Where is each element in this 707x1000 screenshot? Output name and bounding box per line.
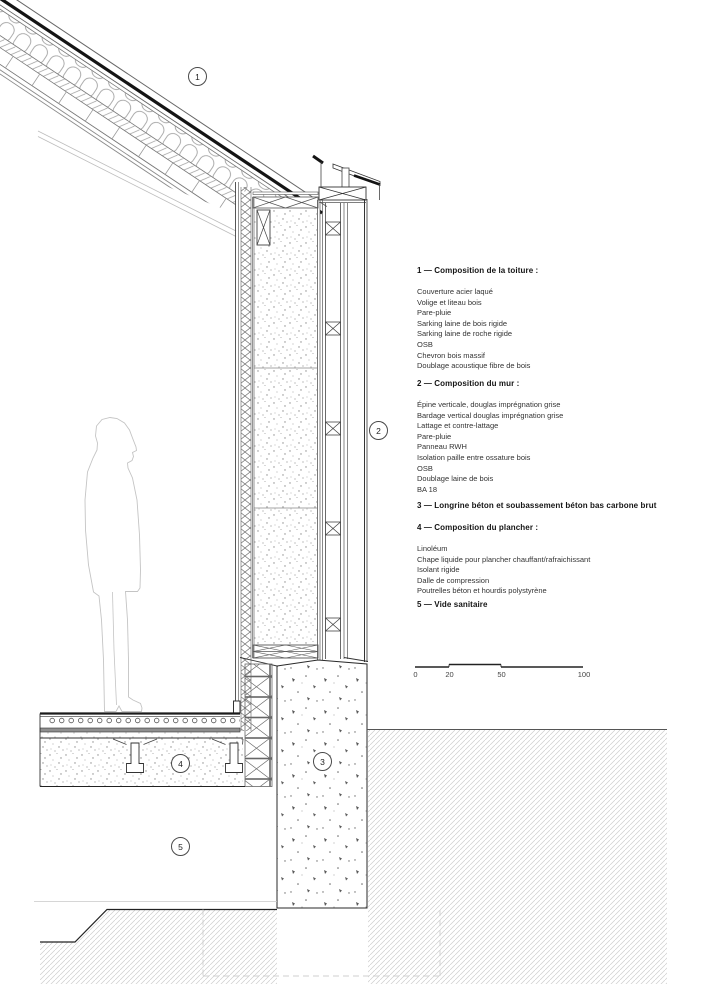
legend-item: Panneau RWH [417, 442, 467, 452]
callout-wall: 2 [369, 421, 388, 440]
rigid-insulation-layer [40, 732, 240, 738]
legend-title-roof: 1 — Composition de la toiture : [417, 266, 539, 275]
legend-section-longrine [417, 501, 702, 510]
legend-item: Lattage et contre-lattage [417, 421, 499, 431]
legend-item: Dalle de compression [417, 575, 490, 585]
legend-section-crawlspace [417, 600, 702, 609]
legend-item: OSB [417, 463, 433, 473]
scale-tick-20: 20 [445, 670, 454, 679]
legend-item: Pare-pluie [417, 308, 452, 318]
heating-pipes [46, 717, 240, 728]
ground-left [40, 910, 277, 985]
legend-item: Épine verticale, douglas imprégnation grise [417, 400, 561, 409]
legend-item: Chape liquide pour plancher chauffant/rafraichissant [417, 554, 591, 564]
callout-longrine: 3 [313, 752, 332, 771]
legend-item: Isolation paille entre ossature bois [417, 452, 531, 462]
legend-title-wall: 2 — Composition du mur : [417, 379, 520, 388]
scale-tick-0: 0 [413, 670, 418, 679]
eave-detail [313, 156, 380, 203]
straw-insulation [254, 210, 317, 645]
legend-item: Pare-pluie [417, 431, 452, 441]
legend-item: Linoléum [417, 544, 448, 553]
legend-item: BA 18 [417, 484, 438, 494]
legend-item: OSB [417, 339, 433, 349]
ground-right [368, 730, 667, 985]
legend-item: Chevron bois massif [417, 350, 485, 360]
legend-item: Couverture acier laqué [417, 287, 493, 296]
person-silhouette [85, 418, 142, 712]
legend-item: Poutrelles béton et hourdis polystyrène [417, 586, 547, 596]
callout-crawlspace: 5 [171, 837, 190, 856]
legend-title-longrine: 3 — Longrine béton et soubassement béton bas carbone brut [417, 501, 657, 510]
wall-assembly [234, 182, 369, 731]
legend-item: Doublage acoustique fibre de bois [417, 361, 531, 371]
legend-items-floor [417, 544, 702, 597]
legend-title-floor: 4 — Composition du plancher : [417, 523, 539, 532]
scale-bar-lines [415, 665, 583, 668]
legend-section-floor [417, 523, 702, 597]
legend-item: Bardage vertical douglas imprégnation grise [417, 410, 564, 420]
legend-section-roof [417, 266, 702, 372]
rigid-insulation-edge [245, 664, 272, 787]
callout-floor: 4 [171, 754, 190, 773]
legend-section-wall [417, 379, 702, 495]
scale-tick-100: 100 [577, 670, 591, 679]
legend-items-roof [417, 287, 702, 372]
scale-tick-50: 50 [497, 670, 506, 679]
screed-layer [40, 728, 240, 732]
skirting [234, 701, 241, 713]
legend-item: Isolant rigide [417, 565, 460, 575]
foundation-concrete [245, 660, 367, 908]
batten-blocks [326, 222, 341, 631]
wood-wool-lining [241, 187, 251, 731]
compression-slab [40, 738, 243, 787]
legend-title-crawlspace: 5 — Vide sanitaire [417, 600, 488, 609]
legend-item: Sarking laine de bois rigide [417, 318, 508, 328]
legend-item: Sarking laine de roche rigide [417, 329, 513, 339]
floor-assembly [40, 714, 245, 787]
callout-roof: 1 [188, 67, 207, 86]
legend-item: Volige et liteau bois [417, 297, 482, 307]
legend-item: Doublage laine de bois [417, 474, 494, 484]
legend-items-wall [417, 400, 702, 495]
